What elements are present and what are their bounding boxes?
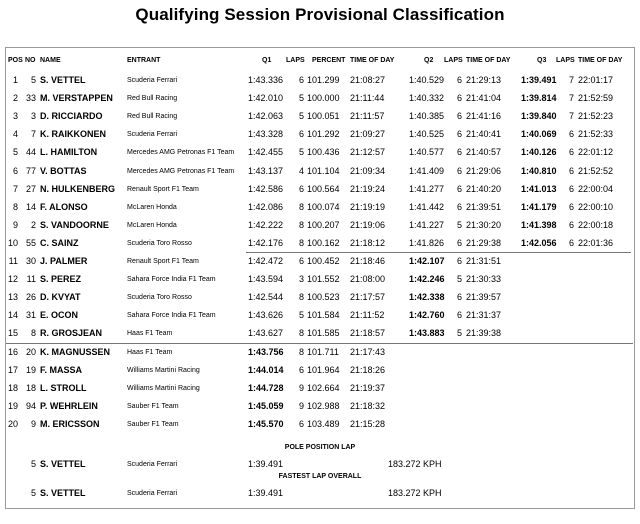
pole-driver-number: 5: [30, 459, 36, 469]
cell-laps1: 3: [298, 274, 304, 284]
cell-tod2: 21:39:38: [466, 328, 502, 338]
cell-no: 2: [30, 220, 36, 230]
cell-entrant: Mercedes AMG Petronas F1 Team: [127, 168, 235, 175]
cell-q2: 1:41.277: [409, 184, 445, 194]
cell-entrant: Williams Martini Racing: [127, 367, 200, 374]
q2-cutoff-divider: [6, 343, 633, 344]
cell-pct: 101.552: [307, 274, 340, 284]
cell-q3: 1:41.398: [521, 220, 557, 230]
cell-laps1: 8: [298, 238, 304, 248]
cell-entrant: Red Bull Racing: [127, 95, 178, 102]
cell-q1: 1:42.176: [248, 238, 284, 248]
cell-tod1: 21:11:57: [350, 111, 385, 121]
fastest-lap-time: 1:39.491: [248, 488, 284, 498]
cell-pct: 103.489: [307, 419, 340, 429]
cell-laps1: 9: [298, 383, 304, 393]
cell-laps1: 6: [298, 419, 304, 429]
page-title: Qualifying Session Provisional Classification: [135, 5, 505, 24]
header-no: NO: [25, 57, 36, 64]
cell-laps2: 6: [456, 256, 462, 266]
cell-entrant: Sauber F1 Team: [127, 403, 179, 410]
cell-pct: 101.299: [307, 75, 340, 85]
cell-pos: 5: [12, 147, 18, 157]
cell-q3: 1:41.179: [521, 202, 557, 212]
cell-q2: 1:40.385: [409, 111, 445, 121]
cell-name: M. ERICSSON: [40, 419, 100, 429]
cell-tod1: 21:17:43: [350, 347, 386, 357]
cell-q1: 1:42.222: [248, 220, 284, 230]
cell-q2: 1:41.442: [409, 202, 445, 212]
cell-entrant: McLaren Honda: [127, 204, 177, 211]
cell-pos: 8: [12, 202, 18, 212]
cell-tod1: 21:19:24: [350, 184, 386, 194]
cell-q1: 1:42.086: [248, 202, 284, 212]
cell-laps2: 6: [456, 292, 462, 302]
header-time-of-day-2: TIME OF DAY: [466, 57, 511, 64]
cell-laps3: 7: [568, 111, 574, 121]
cell-no: 7: [30, 129, 36, 139]
cell-q2: 1:40.577: [409, 147, 445, 157]
header-time-of-day-1: TIME OF DAY: [350, 57, 395, 64]
cell-tod2: 21:29:38: [466, 238, 502, 248]
cell-tod2: 21:40:20: [466, 184, 502, 194]
cell-name: D. RICCIARDO: [40, 111, 103, 121]
cell-name: F. ALONSO: [40, 202, 88, 212]
cell-q2: 1:42.107: [409, 256, 445, 266]
cell-q1: 1:42.472: [248, 256, 284, 266]
cell-q1: 1:43.756: [248, 347, 284, 357]
cell-tod1: 21:18:32: [350, 401, 386, 411]
cell-q1: 1:44.728: [248, 383, 284, 393]
cell-pos: 19: [7, 401, 18, 411]
cell-name: P. WEHRLEIN: [40, 401, 98, 411]
cell-tod1: 21:09:27: [350, 129, 386, 139]
cell-laps1: 5: [298, 111, 304, 121]
cell-no: 9: [30, 419, 36, 429]
cell-pos: 3: [12, 111, 18, 121]
cell-q2: 1:40.525: [409, 129, 445, 139]
cell-q2: 1:41.227: [409, 220, 445, 230]
cell-laps2: 5: [456, 328, 462, 338]
cell-laps1: 8: [298, 220, 304, 230]
cell-name: S. VETTEL: [40, 75, 86, 85]
cell-no: 77: [25, 166, 36, 176]
cell-q2: 1:41.409: [409, 166, 445, 176]
cell-q3: 1:40.126: [521, 147, 557, 157]
cell-pos: 14: [7, 310, 18, 320]
pole-position-label: POLE POSITION LAP: [284, 444, 356, 451]
header-name: NAME: [40, 57, 61, 64]
cell-laps1: 5: [298, 310, 304, 320]
cell-pct: 101.104: [307, 166, 340, 176]
cell-no: 30: [25, 256, 36, 266]
fastest-lap-label: FASTEST LAP OVERALL: [278, 473, 362, 480]
header-q1: Q1: [262, 57, 272, 64]
cell-tod1: 21:11:44: [350, 93, 385, 103]
cell-tod2: 21:29:13: [466, 75, 502, 85]
header-laps3: LAPS: [556, 57, 575, 64]
cell-entrant: Red Bull Racing: [127, 113, 178, 120]
cell-pct: 100.051: [307, 111, 340, 121]
cell-laps3: 6: [568, 166, 574, 176]
cell-q1: 1:43.137: [248, 166, 284, 176]
cell-pct: 100.436: [307, 147, 340, 157]
cell-laps1: 5: [298, 147, 304, 157]
cell-tod1: 21:12:57: [350, 147, 386, 157]
cell-tod3: 22:00:18: [578, 220, 614, 230]
cell-tod2: 21:31:51: [466, 256, 502, 266]
cell-pos: 13: [7, 292, 18, 302]
cell-laps2: 6: [456, 202, 462, 212]
cell-q1: 1:42.455: [248, 147, 284, 157]
cell-q1: 1:45.059: [248, 401, 284, 411]
cell-entrant: Scuderia Ferrari: [127, 77, 178, 84]
cell-laps1: 8: [298, 202, 304, 212]
cell-name: K. RAIKKONEN: [40, 129, 107, 139]
cell-tod1: 21:11:52: [350, 310, 385, 320]
cell-laps1: 4: [298, 166, 304, 176]
cell-pos: 12: [7, 274, 18, 284]
cell-tod1: 21:09:34: [350, 166, 386, 176]
cell-tod2: 21:40:57: [466, 147, 502, 157]
cell-laps2: 6: [456, 310, 462, 320]
cell-name: V. BOTTAS: [40, 166, 87, 176]
pole-driver-name: S. VETTEL: [40, 459, 86, 469]
cell-q2: 1:43.883: [409, 328, 445, 338]
cell-laps1: 6: [298, 129, 304, 139]
cell-no: 18: [25, 383, 36, 393]
cell-laps2: 5: [456, 274, 462, 284]
cell-tod1: 21:08:00: [350, 274, 386, 284]
cell-pct: 101.964: [307, 365, 340, 375]
cell-pos: 16: [7, 347, 18, 357]
cell-q3: 1:39.491: [521, 75, 557, 85]
pole-entrant: Scuderia Ferrari: [127, 461, 178, 468]
cell-name: M. VERSTAPPEN: [40, 93, 113, 103]
cell-q1: 1:43.627: [248, 328, 284, 338]
cell-q1: 1:45.570: [248, 419, 284, 429]
cell-pos: 7: [12, 184, 18, 194]
cell-q2: 1:42.338: [409, 292, 445, 302]
cell-no: 19: [25, 365, 36, 375]
cell-q2: 1:42.246: [409, 274, 445, 284]
header-q3: Q3: [537, 57, 547, 64]
cell-q1: 1:43.626: [248, 310, 284, 320]
cell-entrant: Scuderia Toro Rosso: [127, 294, 192, 301]
cell-laps2: 5: [456, 220, 462, 230]
cell-pct: 102.664: [307, 383, 340, 393]
cell-pos: 9: [12, 220, 18, 230]
cell-entrant: Haas F1 Team: [127, 330, 173, 337]
cell-entrant: Mercedes AMG Petronas F1 Team: [127, 149, 235, 156]
cell-tod3: 22:01:17: [578, 75, 614, 85]
cell-name: L. HAMILTON: [40, 147, 98, 157]
cell-pct: 100.000: [307, 93, 340, 103]
cell-tod3: 22:01:36: [578, 238, 614, 248]
header-time-of-day-3: TIME OF DAY: [578, 57, 623, 64]
cell-tod3: 21:52:33: [578, 129, 614, 139]
cell-laps3: 7: [568, 75, 574, 85]
cell-tod1: 21:18:46: [350, 256, 386, 266]
cell-laps2: 6: [456, 238, 462, 248]
cell-no: 55: [25, 238, 36, 248]
cell-tod1: 21:19:37: [350, 383, 386, 393]
cell-entrant: Williams Martini Racing: [127, 385, 200, 392]
cell-no: 8: [30, 328, 36, 338]
cell-name: S. PEREZ: [40, 274, 82, 284]
header-laps1: LAPS: [286, 57, 305, 64]
cell-tod1: 21:18:57: [350, 328, 386, 338]
cell-pct: 100.523: [307, 292, 340, 302]
cell-entrant: Scuderia Ferrari: [127, 131, 178, 138]
cell-name: J. PALMER: [40, 256, 88, 266]
cell-entrant: Sauber F1 Team: [127, 421, 179, 428]
cell-q3: 1:40.810: [521, 166, 557, 176]
cell-laps3: 6: [568, 147, 574, 157]
cell-pos: 4: [12, 129, 18, 139]
cell-entrant: Sahara Force India F1 Team: [127, 276, 216, 283]
cell-no: 27: [25, 184, 36, 194]
cell-pct: 101.292: [307, 129, 340, 139]
cell-q2: 1:40.332: [409, 93, 445, 103]
cell-laps2: 6: [456, 75, 462, 85]
cell-q3: 1:40.069: [521, 129, 557, 139]
cell-entrant: Renault Sport F1 Team: [127, 186, 199, 193]
cell-q2: 1:42.760: [409, 310, 445, 320]
header-entrant: ENTRANT: [127, 57, 161, 64]
cell-laps1: 6: [298, 365, 304, 375]
q3-cutoff-divider: [246, 252, 631, 253]
cell-laps2: 6: [456, 111, 462, 121]
header-pos: POS: [8, 57, 23, 64]
cell-tod1: 21:19:19: [350, 202, 386, 212]
cell-q3: 1:42.056: [521, 238, 557, 248]
cell-entrant: Sahara Force India F1 Team: [127, 312, 216, 319]
cell-q3: 1:39.814: [521, 93, 557, 103]
cell-tod1: 21:18:12: [350, 238, 386, 248]
cell-laps3: 6: [568, 238, 574, 248]
cell-tod1: 21:08:27: [350, 75, 386, 85]
fastest-driver-name: S. VETTEL: [40, 488, 86, 498]
cell-q1: 1:43.328: [248, 129, 284, 139]
cell-tod1: 21:15:28: [350, 419, 386, 429]
cell-pct: 101.584: [307, 310, 340, 320]
cell-tod1: 21:19:06: [350, 220, 386, 230]
cell-tod1: 21:17:57: [350, 292, 386, 302]
cell-tod3: 21:52:52: [578, 166, 614, 176]
cell-no: 14: [25, 202, 36, 212]
cell-q1: 1:42.544: [248, 292, 284, 302]
cell-name: N. HULKENBERG: [40, 184, 116, 194]
cell-no: 20: [25, 347, 36, 357]
cell-q2: 1:40.529: [409, 75, 445, 85]
cell-no: 26: [25, 292, 36, 302]
fastest-entrant: Scuderia Ferrari: [127, 490, 178, 497]
cell-tod2: 21:39:51: [466, 202, 502, 212]
fastest-driver-number: 5: [30, 488, 36, 498]
cell-no: 94: [25, 401, 36, 411]
cell-name: R. GROSJEAN: [40, 328, 103, 338]
cell-tod2: 21:39:57: [466, 292, 502, 302]
cell-name: C. SAINZ: [40, 238, 79, 248]
cell-q3: 1:41.013: [521, 184, 557, 194]
cell-entrant: McLaren Honda: [127, 222, 177, 229]
cell-laps2: 6: [456, 147, 462, 157]
cell-q1: 1:42.063: [248, 111, 284, 121]
cell-entrant: Haas F1 Team: [127, 349, 173, 356]
cell-pct: 100.074: [307, 202, 340, 212]
cell-q1: 1:43.594: [248, 274, 284, 284]
cell-pos: 1: [12, 75, 18, 85]
cell-tod2: 21:29:06: [466, 166, 502, 176]
cell-pct: 100.207: [307, 220, 340, 230]
cell-laps1: 8: [298, 347, 304, 357]
cell-laps3: 6: [568, 184, 574, 194]
header-percent: PERCENT: [312, 57, 346, 64]
cell-q1: 1:42.010: [248, 93, 284, 103]
cell-tod3: 22:01:12: [578, 147, 614, 157]
cell-no: 31: [25, 310, 36, 320]
cell-tod2: 21:31:37: [466, 310, 502, 320]
cell-laps1: 6: [298, 75, 304, 85]
cell-q1: 1:43.336: [248, 75, 284, 85]
cell-tod3: 22:00:10: [578, 202, 614, 212]
cell-pct: 101.711: [307, 347, 339, 357]
cell-name: L. STROLL: [40, 383, 87, 393]
cell-laps3: 7: [568, 93, 574, 103]
cell-tod3: 22:00:04: [578, 184, 614, 194]
cell-pct: 102.988: [307, 401, 340, 411]
cell-q1: 1:42.586: [248, 184, 284, 194]
fastest-speed: 183.272 KPH: [388, 488, 442, 498]
cell-pos: 15: [7, 328, 18, 338]
pole-lap-time: 1:39.491: [248, 459, 284, 469]
cell-tod1: 21:18:26: [350, 365, 386, 375]
cell-laps2: 6: [456, 166, 462, 176]
cell-tod2: 21:30:20: [466, 220, 502, 230]
cell-q3: 1:39.840: [521, 111, 557, 121]
cell-laps3: 6: [568, 202, 574, 212]
cell-laps2: 6: [456, 93, 462, 103]
cell-pos: 20: [7, 419, 18, 429]
cell-name: S. VANDOORNE: [40, 220, 109, 230]
cell-laps3: 6: [568, 220, 574, 230]
cell-laps1: 8: [298, 328, 304, 338]
cell-name: E. OCON: [40, 310, 79, 320]
cell-tod2: 21:30:33: [466, 274, 502, 284]
cell-name: D. KVYAT: [40, 292, 81, 302]
pole-speed: 183.272 KPH: [388, 459, 442, 469]
cell-tod3: 21:52:59: [578, 93, 614, 103]
cell-laps1: 6: [298, 256, 304, 266]
cell-laps1: 5: [298, 93, 304, 103]
cell-laps2: 6: [456, 129, 462, 139]
cell-pos: 2: [12, 93, 18, 103]
cell-q1: 1:44.014: [248, 365, 284, 375]
cell-tod2: 21:40:41: [466, 129, 502, 139]
cell-pct: 100.452: [307, 256, 340, 266]
cell-laps3: 6: [568, 129, 574, 139]
cell-pct: 100.564: [307, 184, 340, 194]
cell-tod3: 21:52:23: [578, 111, 614, 121]
cell-no: 3: [30, 111, 36, 121]
cell-pos: 11: [8, 256, 18, 266]
cell-name: F. MASSA: [40, 365, 83, 375]
cell-pos: 18: [7, 383, 18, 393]
cell-laps2: 6: [456, 184, 462, 194]
cell-tod2: 21:41:16: [466, 111, 502, 121]
header-laps2: LAPS: [444, 57, 463, 64]
cell-pct: 100.162: [307, 238, 340, 248]
cell-name: K. MAGNUSSEN: [40, 347, 111, 357]
cell-laps1: 9: [298, 401, 304, 411]
cell-no: 5: [30, 75, 36, 85]
header-q2: Q2: [424, 57, 434, 64]
cell-pos: 6: [12, 166, 18, 176]
cell-entrant: Renault Sport F1 Team: [127, 258, 199, 265]
cell-entrant: Scuderia Toro Rosso: [127, 240, 192, 247]
cell-pos: 10: [7, 238, 18, 248]
cell-tod2: 21:41:04: [466, 93, 502, 103]
cell-no: 33: [25, 93, 36, 103]
cell-q2: 1:41.826: [409, 238, 445, 248]
cell-pct: 101.585: [307, 328, 340, 338]
cell-pos: 17: [7, 365, 18, 375]
cell-no: 44: [25, 147, 36, 157]
cell-no: 11: [26, 274, 36, 284]
cell-laps1: 6: [298, 184, 304, 194]
cell-laps1: 8: [298, 292, 304, 302]
